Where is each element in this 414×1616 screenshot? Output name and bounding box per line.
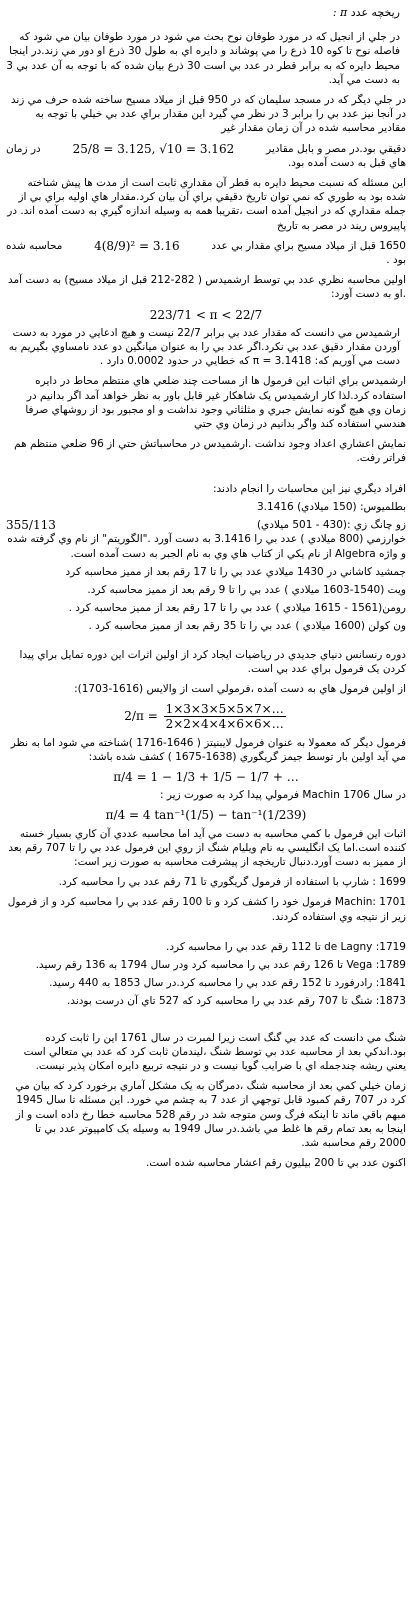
paragraph-renaissance: دوره رنسانس دنياي جديدي در رياضيات ايجاد کرد از اولين اثرات اين دوره تمايل براي پيدا کردن يک فرمول براي عدد بي است. — [19, 648, 406, 675]
list-item-lagny: 1719: de Lagny تا 112 رقم عدد بي را محاسبه کرد. — [166, 940, 406, 953]
list-item-rutherford: 1841: رادرفورد تا 152 رقم عدد بي را محاسبه کرد.در سال 1853 به 440 رسيد. — [49, 977, 406, 990]
list-item-ceulen: ون کولن (1600 ميلادي ) عدد بي را تا 35 رقم بعد از مميز محاسبه کرد . — [88, 620, 406, 633]
paragraph-solomon: در جلي ديگر که در مسجد سليمان که در 950 قبل از ميلاد مسيح ساخته شده حرف مي زند در آنجا نيز عدد بي را برابر 3 در نظر مي گيرد اين مقدار براي عدد بي خيلي با توجه به مقادير محاسبه شده در آن زمان مقدار غير — [10, 94, 406, 135]
formula-zuchongzhi: 355/113 — [6, 518, 56, 533]
paragraph-wallis: از اولين فرمول هاي به دست آمده ،فرمولي است از والايس (1616-1703): — [74, 682, 406, 695]
wallis-numerator: 1×3×3×5×5×7×… — [165, 702, 284, 717]
paragraph-decimal: نمايش اعشاري اعداد وجود نداشت .ارشميدس در محاسباتش حتي از 96 ضلعي منتظم هم فراتر رفت. — [14, 438, 406, 465]
timeline-list — [6, 940, 406, 1009]
history-list — [6, 482, 406, 634]
list-item-zuchongzhi — [6, 518, 406, 532]
list-item-others: افراد ديگري نيز اين محاسبات را انجام دادند: — [212, 482, 406, 495]
rhind-label-pre: 1650 قبل از ميلاد مسيح براي مقدار بي عدد — [211, 239, 406, 252]
formula-row-rhind — [6, 239, 406, 253]
paragraph-current: اکنون عدد بي تا 200 بيليون رقم اعشار محاسبه شده است. — [145, 1157, 406, 1170]
formula-egypt-babylon: 25/8 = 3.125, √10 = 3.162 — [72, 141, 235, 156]
zuchongzhi-label: زو چانگ زي :(430 - 501 ميلادي) — [256, 519, 406, 532]
list-item-khwarizmi: خوارزمي (800 ميلادي ) عدد بي را 3.1416 به دست آورد ."الگوريتم" از نام وي گرفته شده و واژه Algebra از نام يکي از کتاب هاي وي به نام الجبر به دست آمده است. — [7, 533, 406, 560]
title-text: ریخچه عدد — [350, 6, 400, 19]
pi-symbol: π : — [332, 6, 348, 19]
formula-label-pre: دقيقي بود.در مصر و بابل مقادير — [266, 142, 406, 155]
formula-machin: π/4 = 4 tan⁻¹(1/5) − tan⁻¹(1/239) — [105, 808, 307, 823]
paragraph-lambert: شنگ مي دانست که عدد بي گنگ است زيرا لمبرت در سال 1761 اين را ثابت کرده بود.اندکي بعد از محاسبه عدد بي توسط شنگ ،ليندمان ثابت کرد که عدد بي متعالي است يعني ريشه چندجمله اي با ضرايب گويا نيست و در نتيجه تربيع دايره امکان پذير نيست. — [23, 1031, 406, 1072]
formula-row-egypt-babylon — [6, 142, 406, 156]
paragraph-shanks-proof: اثبات اين فرمول با کمي محاسبه به دست مي آيد اما محاسبه عددي آن کاري بسيار خسته کننده است.اما يک انگليسي به نام ويليام شنگ از روي اين فرمول عدد بي را تا 707 رقم بعد از مميز به دست آورد.دنبال تاريخچه از پيشرفت محاسبه به صورت زير است: — [8, 827, 406, 868]
paragraph-archimedes: اولين محاسبه نظري عدد بي توسط ارشميدس ( 282-212 قبل از ميلاد مسيح) به دست آمد .او به دست آورد: — [7, 274, 406, 301]
paragraph-machin-intro: در سال 1706 Machin فرمولي پيدا کرد به صورت زير : — [160, 789, 406, 802]
formula-rhind: 4(8/9)² = 3.16 — [94, 238, 180, 253]
paragraph-ratio: اين مسئله که نسبت محيط دايره به قطر آن مقداري ثابت است از مدت ها پيش شناخته شده بود به طوري که نمي توان تاريخ دقيقي براي آن بيان کرد.مقدار هاي اوليه براي بي از جمله مقداري که در انجيل آمده است ،تقريبا همه به وسيله اندازه گيري به دست آمده اند. در پاپيروس ريند در مصر به تاريخ — [7, 177, 406, 232]
list-item-ptolemy: بطلميوس: (150 ميلادي) 3.1416 — [257, 500, 406, 513]
list-item-machin: Machin: 1701 فرمول خود را کشف کرد و تا 100 رقم عدد بي را محاسبه کرد و از فرمول زير از نتيجه وي استفاده کردند. — [7, 896, 406, 923]
formula-label-post: در زمان — [6, 142, 41, 155]
paragraph-leibniz: فرمول ديگر که معمولا به عنوان فرمول لايبنيتز ( 1646-1716 )شناخته مي شود اما به نظر مي آيد اولين بار توسط جيمز گريگوري (1638-1675 ) کشف شده باشد: — [10, 736, 406, 763]
paragraph-rhind-end: بود . — [386, 254, 406, 267]
list-item-viete: ويت (1540-1603 ميلادي ) عدد بي را تا 9 رقم بعد از مميز محاسبه کرد. — [87, 583, 406, 596]
list-item-sharp: 1699 : شارپ با استفاده از فرمول گريگوري تا 71 رقم عدد بي را محاسبه کرد. — [58, 876, 406, 889]
page-title — [6, 6, 400, 20]
paragraph-demorgan: زمان خيلي کمي بعد از محاسبه شنگ ،دمرگان به يک مشکل آماري برخورد کرد که بيان مي کرد در 707 رقم کمبود قابل توجهي از عدد 7 به چشم مي خورد. اين مسئله تا سال 1945 مبهم باقي ماند تا اينکه فرگ وسن متوجه شد در رقم 528 محاسبه خطا رخ داده است و از اينجا به بعد تمام رقم ها غلط مي باشد.در سال 1949 به وسيله يک کامپيوتر عدد بي تا 2000 رقم محاسبه شد. — [15, 1080, 406, 1149]
wallis-denominator: 2×2×4×4×6×6×… — [165, 717, 284, 732]
wallis-lhs: 2/π — [124, 709, 144, 724]
list-item-vega: 1789: Vega تا 126 رقم عدد بي را محاسبه کرد ودر سال 1794 به 136 رقم رسيد. — [35, 958, 406, 971]
paragraph-archimedes-mean: ارشميدس مي دانست که مقدار عدد بي برابر 22/7 نيست و هيچ ادعايي در مورد به دست آوردن مقدار دقيق عدد بي نکرد.اگر عدد بي را به عنوان ميانگين دو عدد نامساوي بگيريم به دست مي آوريم که: π = 3.1418 که خطايي در حدود 0.0002 دارد . — [8, 326, 400, 368]
paragraph-solomon-end: هاي قبل به دست آمده بود. — [287, 156, 406, 169]
paragraph-flood: در جلي از انجيل که در مورد طوفان نوح بحث مي شود در مورد طوفان بيان مي شود که فاصله نوح تا کوه 10 ذرع را مي پوشاند و دايره اي به طول 30 ذرع او دور مي زند.در اينجا محيط دايره که به برابر قطر در عدد بي است 30 ذرع بيان شده که با توجه به آن عدد بي 3 به دست مي آيد. — [6, 31, 400, 86]
rhind-label-post: محاسبه شده — [6, 239, 63, 252]
formula-archimedes: 223/71 < π < 22/7 — [149, 307, 263, 322]
list-item-romanus: رومن(1561 - 1615 ميلادي ) عدد بي را تا 17 رقم بعد از مميز محاسبه کرد . — [68, 602, 406, 615]
formula-wallis: 2/π = $\frac{1\times 3\times 3\times 5\times 5\times 7\times\dots}{2\times 2\times 4\times 4\times 6\times 6\times\dots}$ — [124, 702, 284, 732]
list-item-kashani: جمشيد کاشاني در 1430 ميلادي عدد بي را تا 17 رقم بعد از مميز محاسبه کرد — [65, 565, 406, 578]
wallis-fraction — [164, 702, 286, 731]
document-page — [6, 6, 406, 1176]
paragraph-polygons: ارشميدس براي اثبات اين فرمول ها از مساحت چند ضلعي هاي منتظم محاط در دايره استفاده کرد.لذا کار ارشميدس يک شاهکار غير قابل باور به نظر خواهد آمد اگر بدانيم در زمان وي هيچ گونه نمايش جبري و مثلثاتي وجود نداشت و او مجبور بود از روشهاي صرفا هندسي استفاده کند واگر بدانيم در زمان وي حتي — [25, 375, 406, 431]
formula-leibniz: π/4 = 1 − 1/3 + 1/5 − 1/7 + … — [113, 769, 299, 784]
list-item-shanks: 1873: شنگ تا 707 رقم عدد بي را محاسبه کرد که 527 تاي آن درست بودند. — [66, 995, 406, 1008]
